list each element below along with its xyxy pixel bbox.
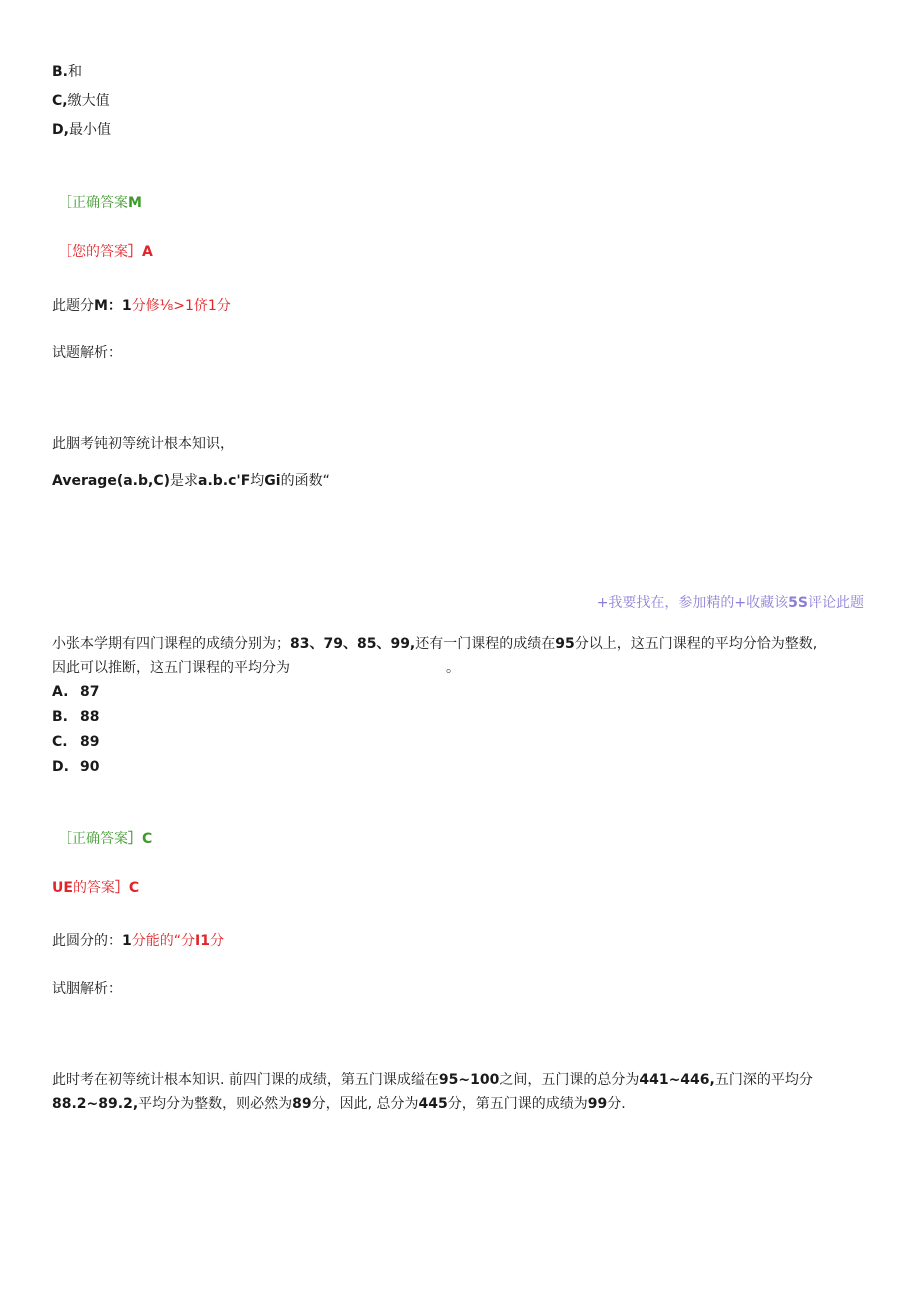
- analysis-text: 是求: [170, 473, 199, 489]
- stem-scores: 83、79、85、99,: [290, 636, 416, 652]
- analysis-number: 99: [587, 1096, 608, 1112]
- analysis-number: 445: [418, 1096, 448, 1112]
- option-value: 88: [80, 709, 100, 725]
- score-label: 此圆分的：: [52, 933, 122, 949]
- question-stem-line2: [52, 658, 460, 678]
- score-detail-bold: I1: [195, 933, 210, 949]
- question-stem-line1: [52, 634, 817, 654]
- analysis-number: 95~100: [438, 1072, 500, 1088]
- option-text: 最小值: [68, 122, 111, 138]
- option-letter: B.: [52, 64, 68, 80]
- correct-answer-label: ［正确答案: [58, 195, 128, 211]
- option-letter: A.: [52, 684, 69, 700]
- option-letter: D,: [52, 122, 69, 138]
- action-links-text[interactable]: +我要找在，参加精的+收藏该: [596, 595, 789, 611]
- stem-number: 95: [555, 636, 575, 652]
- score-value: M：1: [94, 298, 132, 314]
- correct-answer-value: M: [128, 195, 142, 211]
- option-c: [52, 732, 99, 752]
- comment-link[interactable]: 评论此题: [808, 595, 864, 611]
- analysis-text: 分，第五门课的成绩为: [447, 1096, 588, 1112]
- score-label: 此题分: [52, 298, 94, 314]
- analysis-formula-args: a.b.c'F: [198, 473, 251, 489]
- action-links[interactable]: [597, 593, 864, 613]
- stem-end: 。: [446, 660, 460, 676]
- analysis-text: 之间，五门课的总分为: [499, 1072, 640, 1088]
- your-answer-q2: [52, 878, 139, 898]
- analysis-formula: Average(a.b,C): [52, 473, 171, 489]
- analysis-text: 的函数“: [280, 473, 330, 489]
- option-b: [52, 707, 99, 727]
- analysis-text: 均: [250, 473, 265, 489]
- analysis-text: 此时考在初等统计根本知识. 前四门课的成绩，第五门课成缢在: [52, 1072, 439, 1088]
- option-a: [52, 682, 99, 702]
- option-c: [52, 91, 110, 111]
- stem-text: 因此可以推断，这五门课程的平均分为: [52, 660, 290, 676]
- analysis-text: 平均分为整数，则必然为: [138, 1096, 293, 1112]
- correct-answer-q1: [58, 193, 142, 213]
- analysis-number: 88.2~89.2,: [52, 1096, 139, 1112]
- your-answer-prefix: UE: [52, 880, 73, 896]
- option-value: 89: [80, 734, 100, 750]
- option-letter: C.: [52, 734, 68, 750]
- analysis-text: 五门深的平均分: [714, 1072, 813, 1088]
- your-answer-value: ］C: [114, 880, 140, 896]
- analysis-paragraph-q2: [52, 1068, 872, 1116]
- score-detail: 分修⅛>1侪1分: [131, 298, 231, 314]
- score-detail: 分能的“分: [131, 933, 196, 949]
- stem-text: 分以上，这五门课程的平均分恰为整数,: [574, 636, 818, 652]
- correct-answer-label: ［正确答案: [58, 831, 128, 847]
- option-value: 87: [80, 684, 100, 700]
- analysis-label-q1: 试题解析：: [52, 345, 122, 361]
- option-letter: D.: [52, 759, 69, 775]
- correct-answer-value: ］C: [128, 831, 153, 847]
- analysis-text: 分.: [607, 1096, 626, 1112]
- option-text: 和: [68, 64, 82, 80]
- analysis-text: 分，因此, 总分为: [311, 1096, 419, 1112]
- your-answer-label: 的答案: [72, 880, 115, 896]
- option-letter: B.: [52, 709, 68, 725]
- your-answer-value: ］A: [128, 244, 153, 260]
- score-q1: [52, 296, 231, 316]
- stem-text: 小张本学期有四门课程的成绩分别为；: [52, 636, 290, 652]
- correct-answer-q2: [58, 829, 152, 849]
- option-b: [52, 62, 82, 82]
- analysis-label-q2: 试胭解析：: [52, 981, 122, 997]
- your-answer-q1: [58, 242, 153, 262]
- score-q2: [52, 931, 224, 951]
- analysis-number: 89: [292, 1096, 312, 1112]
- option-d: [52, 757, 99, 777]
- analysis-line1-q1: 此胭考钝初等统计根本知识，: [52, 436, 234, 452]
- score-value: 1: [122, 933, 132, 949]
- option-text: 缴大值: [67, 93, 110, 109]
- analysis-line2-q1: [52, 471, 330, 491]
- your-answer-label: ［您的答案: [58, 244, 128, 260]
- option-d: [52, 120, 111, 140]
- option-value: 90: [80, 759, 100, 775]
- analysis-number: 441~446,: [639, 1072, 715, 1088]
- option-letter: C,: [52, 93, 68, 109]
- stem-text: 还有一门课程的成绩在: [415, 636, 556, 652]
- score-detail-end: 分: [209, 933, 224, 949]
- analysis-text-bold: Gi: [264, 473, 281, 489]
- action-links-count: 5S: [788, 595, 808, 611]
